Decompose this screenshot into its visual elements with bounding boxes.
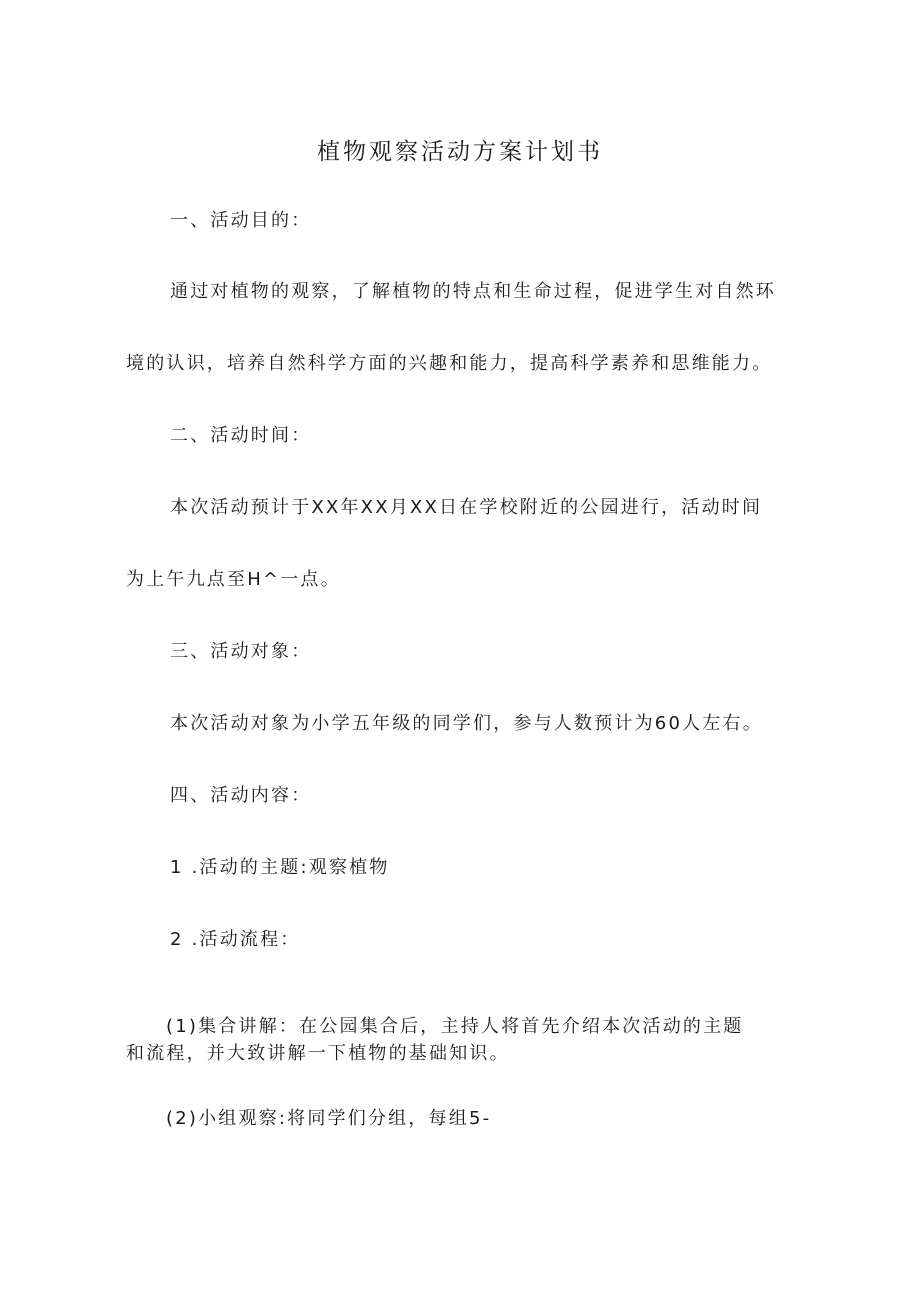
list-item: 1 .活动的主题:观察植物	[170, 857, 390, 878]
paragraph-line: 本次活动预计于XX年XX月XX日在学校附近的公园进行，活动时间	[170, 497, 763, 518]
section-heading-content: 四、活动内容：	[170, 785, 312, 806]
paragraph-line: 本次活动对象为小学五年级的同学们，参与人数预计为60人左右。	[170, 713, 763, 734]
list-item: 2 .活动流程：	[170, 929, 301, 950]
document-title: 植物观察活动方案计划书	[317, 139, 603, 165]
section-heading-audience: 三、活动对象：	[170, 641, 312, 662]
section-heading-purpose: 一、活动目的：	[170, 210, 312, 231]
paragraph-line: 为上午九点至H^一点。	[126, 569, 341, 590]
paragraph-line: 通过对植物的观察，了解植物的特点和生命过程，促进学生对自然环	[170, 281, 776, 302]
paragraph-line: (1)集合讲解：在公园集合后，主持人将首先介绍本次活动的主题	[166, 1016, 744, 1037]
paragraph-line: 和流程，并大致讲解一下植物的基础知识。	[126, 1043, 510, 1064]
paragraph-line: 境的认识，培养自然科学方面的兴趣和能力，提高科学素养和思维能力。	[126, 353, 773, 374]
paragraph-line: (2)小组观察:将同学们分组，每组5-	[166, 1108, 492, 1129]
section-heading-time: 二、活动时间：	[170, 425, 312, 446]
